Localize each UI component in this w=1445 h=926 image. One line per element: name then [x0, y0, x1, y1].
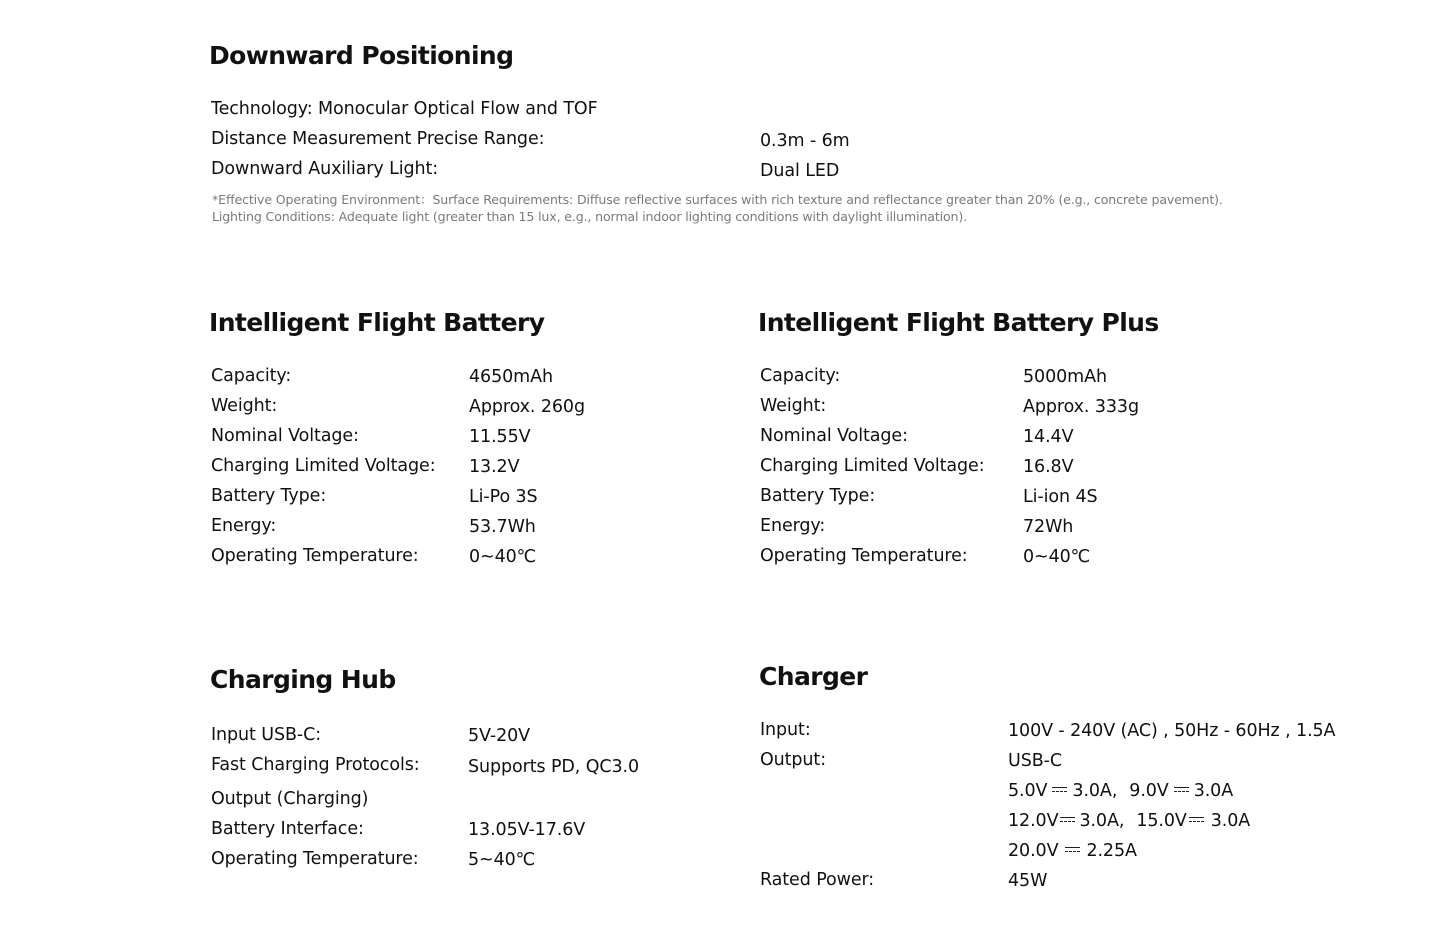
charger-input-value: 100V - 240V (AC) , 50Hz - 60Hz , 1.5A	[1008, 721, 1336, 741]
spec-value: 16.8V	[1023, 457, 1074, 477]
spec-label: Battery Type:	[760, 486, 876, 506]
spec-value: 13.2V	[469, 457, 520, 477]
hub-temp-label: Operating Temperature:	[211, 849, 419, 869]
current-value: 3.0A	[1079, 811, 1119, 831]
spec-value: 5000mAh	[1023, 367, 1107, 387]
spec-label: Capacity:	[211, 366, 292, 386]
hub-input-label: Input USB-C:	[211, 725, 322, 745]
voltage-value: 20.0V	[1008, 841, 1059, 861]
dc-current-icon	[1051, 786, 1068, 795]
current-value: 3.0A	[1210, 811, 1251, 831]
spec-label: Capacity:	[760, 366, 841, 386]
hub-temp-value: 5~40℃	[468, 850, 536, 870]
operating-environment-note-line2: Lighting Conditions: Adequate light (greater than 15 lux, e.g., normal indoor lighting conditions with daylight illumination).	[212, 209, 967, 224]
voltage-value: 9.0V	[1129, 781, 1169, 801]
charger-input-label: Input:	[760, 720, 811, 740]
current-value: 3.0A	[1072, 781, 1112, 801]
downward-light-value: Dual LED	[760, 161, 840, 181]
hub-input-value: 5V-20V	[468, 726, 531, 746]
hub-output-label: Output (Charging)	[211, 789, 369, 809]
spec-value: Approx. 333g	[1023, 397, 1139, 417]
downward-range-value: 0.3m - 6m	[760, 131, 850, 151]
spec-value: Li-Po 3S	[469, 487, 538, 507]
charger-output-line-3	[1008, 843, 1137, 861]
spec-label: Weight:	[211, 396, 278, 416]
spec-value: 0~40℃	[469, 547, 537, 567]
downward-technology-text: Technology: Monocular Optical Flow and TOF	[211, 99, 598, 119]
dc-current-icon	[1188, 816, 1205, 825]
current-value: 3.0A	[1193, 781, 1234, 801]
spec-value: Li-ion 4S	[1023, 487, 1098, 507]
voltage-value: 5.0V	[1008, 781, 1048, 801]
downward-range-label: Distance Measurement Precise Range:	[211, 129, 545, 149]
spec-label: Charging Limited Voltage:	[760, 456, 985, 476]
spec-label: Operating Temperature:	[211, 546, 419, 566]
charger-output-port: USB-C	[1008, 751, 1062, 771]
spec-label: Charging Limited Voltage:	[211, 456, 436, 476]
spec-value: 53.7Wh	[469, 517, 536, 537]
charger-title: Charger	[759, 662, 868, 691]
hub-protocols-label: Fast Charging Protocols:	[211, 755, 420, 775]
dc-current-icon	[1064, 846, 1081, 855]
spec-label: Nominal Voltage:	[211, 426, 359, 446]
spec-value: 72Wh	[1023, 517, 1074, 537]
current-value: 2.25A	[1086, 841, 1137, 861]
charger-output-label: Output:	[760, 750, 826, 770]
charger-power-label: Rated Power:	[760, 870, 875, 890]
charging-hub-title: Charging Hub	[210, 665, 396, 694]
spec-label: Nominal Voltage:	[760, 426, 908, 446]
spec-value: 14.4V	[1023, 427, 1074, 447]
operating-environment-note-line1: *Effective Operating Environment：Surface Requirements: Diffuse reflective surfaces with rich texture and reflectance greater than 20% (e.g., concrete pavement).	[212, 192, 1223, 207]
spec-label: Energy:	[760, 516, 826, 536]
hub-protocols-value: Supports PD, QC3.0	[468, 757, 640, 777]
charger-output-line-2	[1008, 813, 1250, 831]
voltage-value: 15.0V	[1136, 811, 1187, 831]
spec-value: 0~40℃	[1023, 547, 1091, 567]
dc-current-icon	[1173, 786, 1190, 795]
hub-interface-value: 13.05V-17.6V	[468, 820, 586, 840]
spec-label: Energy:	[211, 516, 277, 536]
spec-value: 4650mAh	[469, 367, 553, 387]
dc-current-icon	[1059, 816, 1076, 825]
voltage-value: 12.0V	[1008, 811, 1059, 831]
downward-light-label: Downward Auxiliary Light:	[211, 159, 439, 179]
spec-value: 11.55V	[469, 427, 531, 447]
battery-plus-title: Intelligent Flight Battery Plus	[758, 308, 1159, 337]
spec-label: Weight:	[760, 396, 827, 416]
separator: ,	[1111, 781, 1118, 801]
battery-title: Intelligent Flight Battery	[209, 308, 545, 337]
charger-power-value: 45W	[1008, 871, 1048, 891]
hub-interface-label: Battery Interface:	[211, 819, 364, 839]
downward-positioning-title: Downward Positioning	[209, 41, 514, 70]
spec-label: Battery Type:	[211, 486, 327, 506]
charger-output-line-1	[1008, 783, 1233, 801]
spec-label: Operating Temperature:	[760, 546, 968, 566]
separator: ,	[1118, 811, 1125, 831]
spec-value: Approx. 260g	[469, 397, 585, 417]
